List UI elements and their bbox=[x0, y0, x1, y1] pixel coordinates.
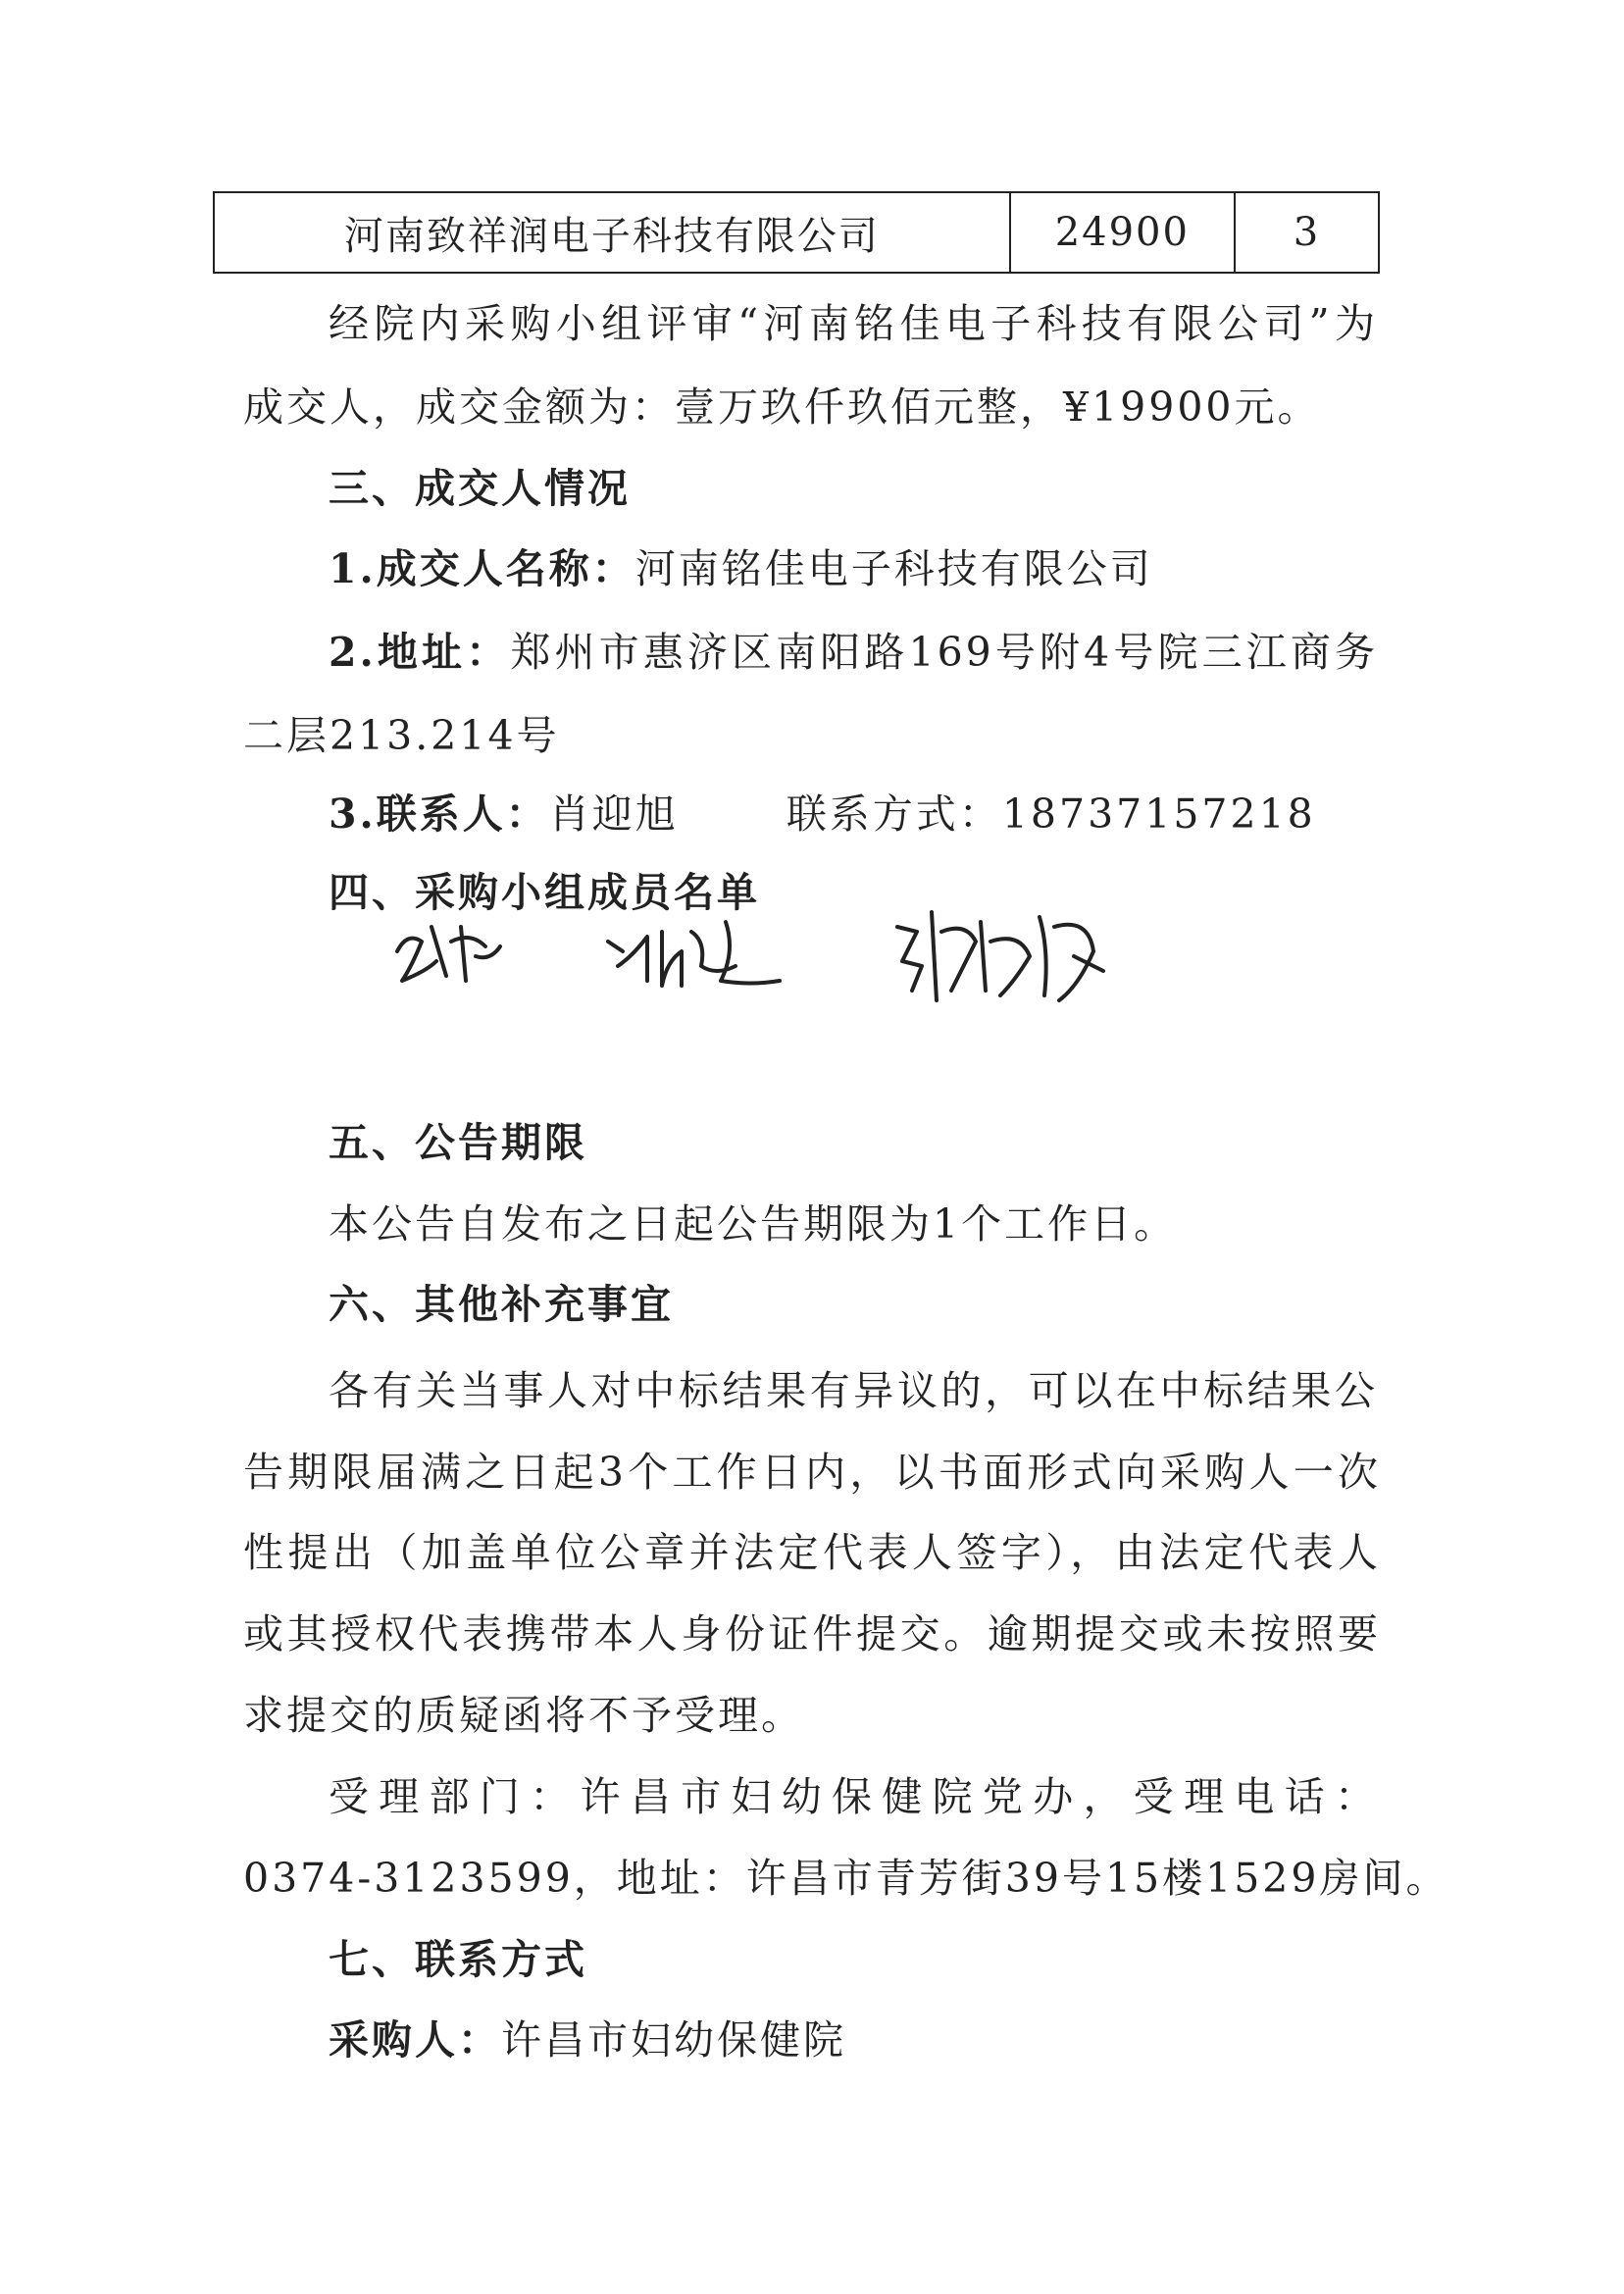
winner-name-value: 河南铭佳电子科技有限公司 bbox=[634, 545, 1153, 592]
signature-3 bbox=[883, 873, 1118, 1020]
phone-label: 联系方式： bbox=[786, 790, 1002, 838]
buyer-row bbox=[329, 2016, 846, 2064]
objection-line-5: 求提交的质疑函将不予受理。 bbox=[243, 1692, 804, 1739]
result-line-2: 成交人，成交金额为：壹万玖仟玖佰元整，¥19900元。 bbox=[243, 383, 1321, 431]
section-5-title: 五、公告期限 bbox=[329, 1119, 587, 1166]
section-5-text: 本公告自发布之日起公告期限为1个工作日。 bbox=[329, 1200, 1178, 1248]
amount-cell: 24900 bbox=[1010, 192, 1235, 273]
phone-value: 18737157218 bbox=[1001, 790, 1316, 838]
contact-dept-line-2: 0374-3123599，地址：许昌市青芳街39号15楼1529房间。 bbox=[243, 1855, 1449, 1902]
contact-value: 肖迎旭 bbox=[548, 790, 679, 838]
contact-dept-line-1: 受理部门：许昌市妇幼保健院党办，受理电话： bbox=[329, 1773, 1378, 1820]
winner-name-row bbox=[329, 545, 1153, 592]
winner-address-value-2: 二层213.214号 bbox=[243, 712, 560, 759]
signature-2 bbox=[588, 873, 794, 1020]
winner-address-value-1: 郑州市惠济区南阳路169号附4号院三江商务 bbox=[510, 629, 1378, 676]
objection-line-4: 或其授权代表携带本人身份证件提交。逾期提交或未按照要 bbox=[243, 1610, 1381, 1657]
bid-table bbox=[213, 191, 1380, 274]
winner-contact-row bbox=[329, 790, 1316, 838]
section-7-title: 七、联系方式 bbox=[329, 1936, 587, 1983]
table-row bbox=[214, 192, 1379, 273]
signature-1 bbox=[378, 873, 515, 1020]
buyer-value: 许昌市妇幼保健院 bbox=[501, 2016, 846, 2064]
winner-name-label: 1.成交人名称： bbox=[329, 545, 635, 592]
buyer-label: 采购人： bbox=[329, 2016, 501, 2064]
rank-cell: 3 bbox=[1235, 192, 1379, 273]
winner-address-label: 2.地址： bbox=[329, 629, 511, 676]
section-3-title: 三、成交人情况 bbox=[329, 465, 631, 512]
contact-label: 3.联系人： bbox=[329, 790, 549, 838]
result-line-1: 经院内采购小组评审“河南铭佳电子科技有限公司”为 bbox=[329, 300, 1378, 347]
section-6-title: 六、其他补充事宜 bbox=[329, 1281, 674, 1328]
objection-line-2: 告期限届满之日起3个工作日内，以书面形式向采购人一次 bbox=[243, 1449, 1381, 1496]
objection-line-3: 性提出（加盖单位公章并法定代表人签字），由法定代表人 bbox=[243, 1529, 1381, 1576]
company-cell: 河南致祥润电子科技有限公司 bbox=[214, 192, 1010, 273]
section-4-title: 四、采购小组成员名单 bbox=[329, 869, 760, 916]
objection-line-1: 各有关当事人对中标结果有异议的，可以在中标结果公 bbox=[329, 1367, 1378, 1414]
winner-address-row bbox=[329, 629, 1378, 676]
